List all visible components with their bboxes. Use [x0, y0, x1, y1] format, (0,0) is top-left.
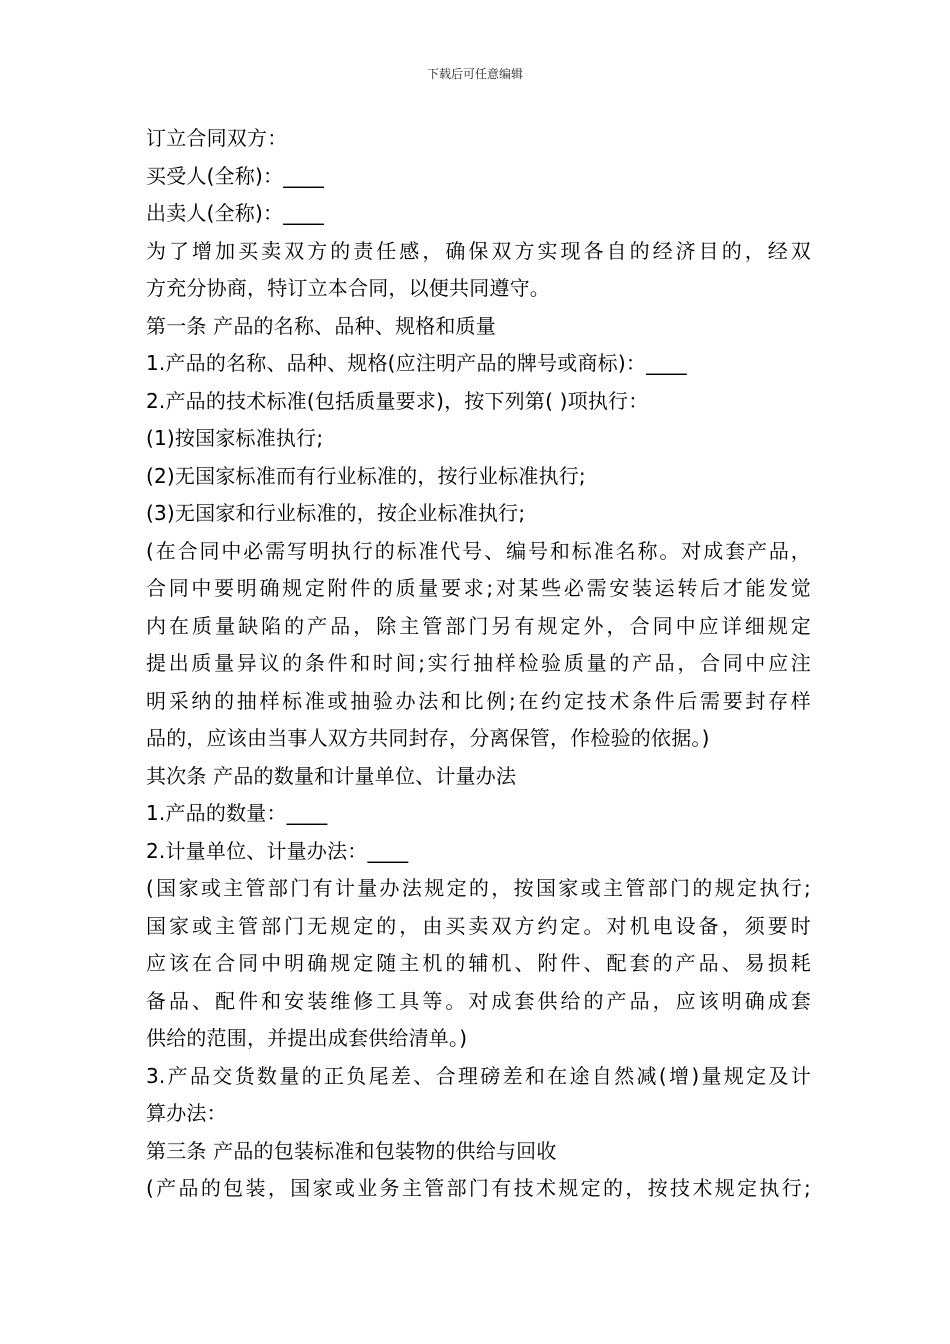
paragraph-line: 明采纳的抽样标准或抽验办法和比例;在约定技术条件后需要封存样	[146, 688, 811, 713]
paragraph-line: (2)无国家标准而有行业标准的，按行业标准执行;	[146, 463, 586, 488]
paragraph-line: 第一条 产品的名称、品种、规格和质量	[146, 313, 496, 338]
paragraph-line: 品的，应该由当事人双方共同封存，分离保管，作检验的依据。)	[146, 726, 710, 750]
paragraph-line: 买受人(全称)：____	[146, 163, 325, 188]
paragraph-line: (3)无国家和行业标准的，按企业标准执行;	[146, 501, 526, 525]
paragraph-line: 供给的范围，并提出成套供给清单。)	[146, 1026, 468, 1050]
paragraph-line: 2.产品的技术标准(包括质量要求)，按下列第( )项执行：	[146, 388, 649, 413]
paragraph-line: 合同中要明确规定附件的质量要求;对某些必需安装运转后才能发觉	[146, 576, 811, 600]
paragraph-line: 1.产品的数量：____	[146, 801, 328, 825]
paragraph-line: 为了增加买卖双方的责任感，确保双方实现各自的经济目的，经双	[146, 238, 811, 263]
paragraph-line: (国家或主管部门有计量办法规定的，按国家或主管部门的规定执行;	[146, 876, 811, 900]
paragraph-line: 内在质量缺陷的产品，除主管部门另有规定外，合同中应详细规定	[146, 613, 811, 638]
paragraph-line: (在合同中必需写明执行的标准代号、编号和标准名称。对成套产品，	[146, 538, 811, 563]
paragraph-line: 应该在合同中明确规定随主机的辅机、附件、配套的产品、易损耗	[146, 951, 811, 975]
paragraph-line: 出卖人(全称)：____	[146, 201, 325, 225]
paragraph-line: 备品、配件和安装维修工具等。对成套供给的产品，应该明确成套	[146, 988, 811, 1013]
paragraph-line: 2.计量单位、计量办法：____	[146, 838, 409, 863]
paragraph-line: (1)按国家标准执行;	[146, 426, 324, 450]
paragraph-line: (产品的包装，国家或业务主管部门有技术规定的，按技术规定执行;	[146, 1176, 811, 1200]
paragraph-line: 方充分协商，特订立本合同，以便共同遵守。	[146, 276, 550, 300]
paragraph-line: 订立合同双方：	[146, 126, 288, 150]
paragraph-line: 第三条 产品的包装标准和包装物的供给与回收	[146, 1138, 557, 1163]
paragraph-line: 算办法：	[146, 1101, 227, 1125]
paragraph-line: 国家或主管部门无规定的，由买卖双方约定。对机电设备，须要时	[146, 913, 811, 938]
paragraph-line: 其次条 产品的数量和计量单位、计量办法	[146, 763, 517, 788]
page-header: 下载后可任意编辑	[426, 67, 523, 81]
paragraph-line: 提出质量异议的条件和时间;实行抽样检验质量的产品，合同中应注	[146, 651, 811, 675]
document-body	[146, 120, 811, 1208]
paragraph-line: 3.产品交货数量的正负尾差、合理磅差和在途自然减(增)量规定及计	[146, 1063, 811, 1088]
paragraph-line: 1.产品的名称、品种、规格(应注明产品的牌号或商标)：____	[146, 351, 687, 375]
